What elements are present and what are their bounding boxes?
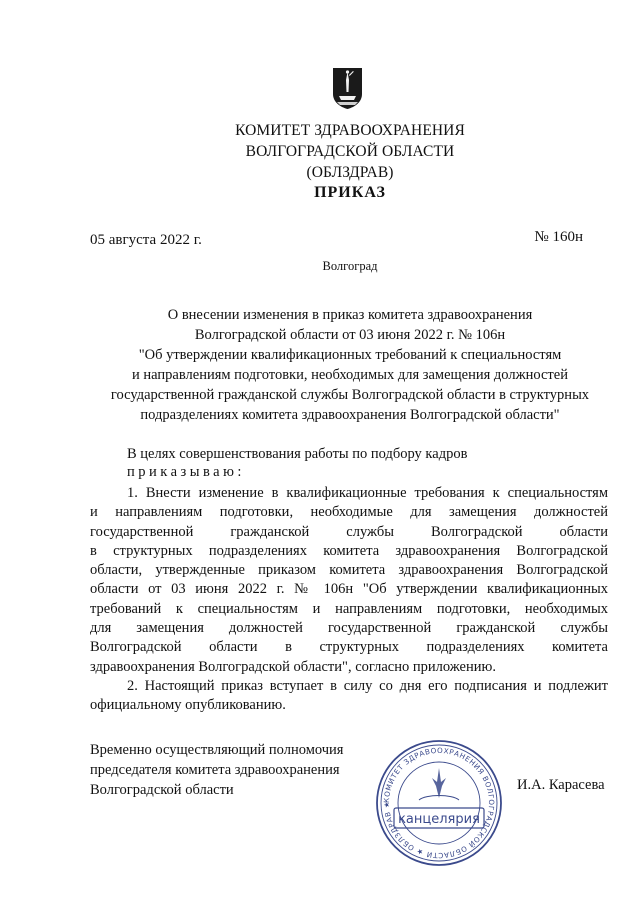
stamp-label: канцелярия xyxy=(398,812,480,827)
subject-line: и направлениям подготовки, необходимых для замещения должностей xyxy=(132,367,568,383)
committee-abbreviation: (ОБЛЗДРАВ) xyxy=(306,164,394,181)
order-date: 05 августа 2022 г. xyxy=(90,232,202,248)
svg-text:КОМИТЕТ ЗДРАВООХРАНЕНИЯ ВОЛГОГ xyxy=(382,746,496,860)
committee-name-line-1: КОМИТЕТ ЗДРАВООХРАНЕНИЯ xyxy=(235,122,465,139)
volgograd-coat-of-arms-icon xyxy=(331,66,364,110)
signatory-position xyxy=(90,740,343,800)
body-line: Волгоградской области в структурных подразделениях комитета xyxy=(90,639,608,656)
signatory-position-line: Волгоградской области xyxy=(90,782,234,798)
body-line: здравоохранения Волгоградской области", согласно приложению. xyxy=(90,658,496,675)
subject-line: О внесении изменения в приказ комитета здравоохранения xyxy=(167,307,533,323)
body-line: для замещения должностей государственной гражданской службы xyxy=(90,620,608,637)
body-line: официальному опубликованию. xyxy=(90,697,286,714)
signatory-name: И.А. Карасева xyxy=(517,777,605,793)
subject-line: "Об утверждении квалификационных требований к специальностям xyxy=(138,347,562,363)
body-line: 2. Настоящий приказ вступает в силу со дня его подписания и подлежит xyxy=(127,677,608,694)
body-line: в структурных подразделениях комитета здравоохранения Волгоградской xyxy=(90,542,608,559)
body-line: и направлениям подготовки, необходимые для замещения должностей xyxy=(90,504,608,521)
subject-line: подразделениях комитета здравоохранения Волгоградской области" xyxy=(140,407,560,423)
preamble: В целях совершенствования работы по подбору кадров xyxy=(127,446,468,462)
body-line: государственной гражданской службы Волгоградской области xyxy=(90,523,608,540)
body-line: 1. Внести изменение в квалификационные требования к специальностям xyxy=(127,485,608,501)
committee-name xyxy=(140,120,560,183)
signatory-position-line: Временно осуществляющий полномочия xyxy=(90,742,344,758)
order-subject xyxy=(82,305,618,425)
body-line: области от 03 июня 2022 г. № 106н "Об утверждении квалификационных xyxy=(90,581,608,598)
body-line: требований к специальностям и направлениям подготовки, необходимых xyxy=(90,600,608,617)
order-city: Волгоград xyxy=(322,259,378,273)
subject-line: государственной гражданской службы Волгоградской области в структурных xyxy=(110,387,590,403)
body-line: области, утвержденные приказом комитета здравоохранения Волгоградской xyxy=(90,562,608,579)
orders-word: приказываю: xyxy=(127,464,245,480)
order-number: № 160н xyxy=(534,229,583,245)
signatory-position-line: председателя комитета здравоохранения xyxy=(90,762,340,778)
subject-line: Волгоградской области от 03 июня 2022 г. № 106н xyxy=(194,327,506,343)
stamp-ring-text: КОМИТЕТ ЗДРАВООХРАНЕНИЯ ВОЛГОГРАДСКОЙ ОБЛАСТИ ★ ОБЛЗДРАВ ★ xyxy=(381,745,497,861)
order-body xyxy=(90,484,608,716)
committee-name-line-2: ВОЛГОГРАДСКОЙ ОБЛАСТИ xyxy=(245,143,455,160)
order-title: ПРИКАЗ xyxy=(314,184,386,201)
office-stamp-icon xyxy=(374,738,504,868)
